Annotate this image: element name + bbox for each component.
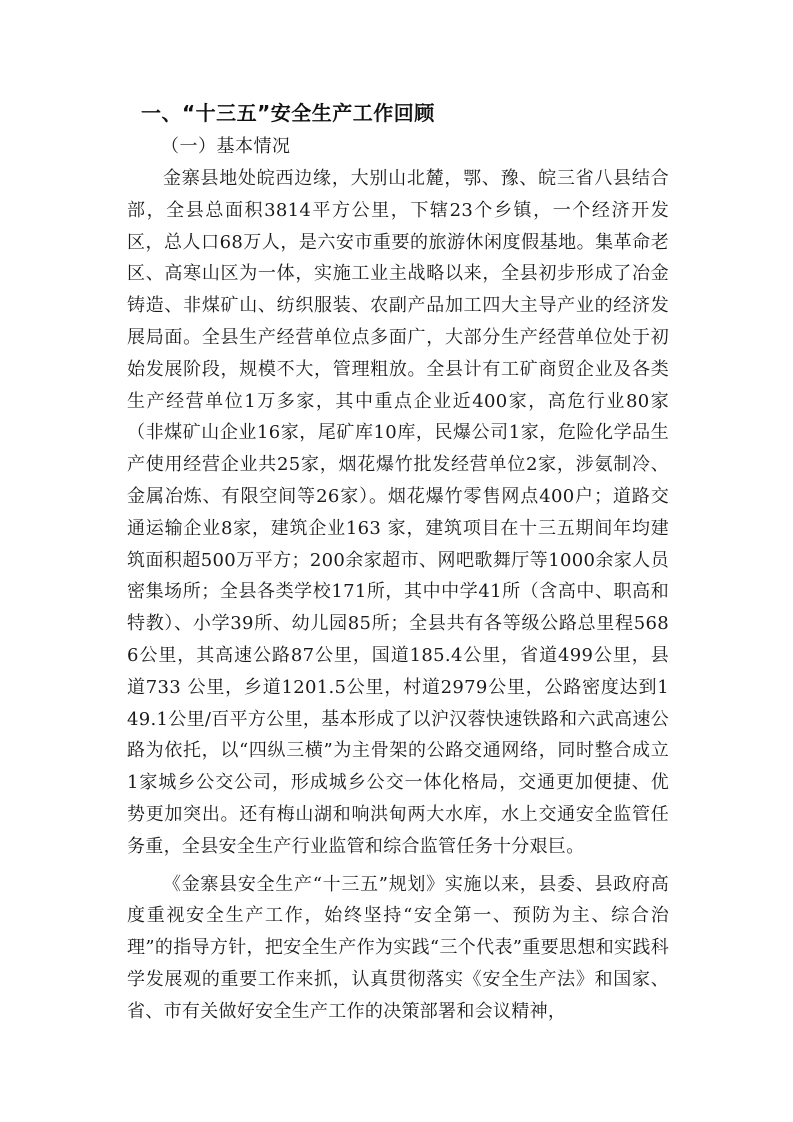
- subsection-heading: （一）基本情况: [161, 136, 291, 157]
- section-heading: 一、“十三五”安全生产工作回顾: [141, 101, 435, 125]
- paragraph-plan-implementation: 《金寨县安全生产“十三五”规划》实施以来，县委、县政府高度重视安全生产工作，始终坚持“安全第一、预防为主、综合治理”的指导方针，把安全生产作为实践“三个代表”重要思想和实践科学发展观的重要工作来抓，认真贯彻落实《安全生产法》和国家、省、市有关做好安全生产工作的决策部署和会议精神，: [127, 873, 669, 1022]
- paragraph-basic-situation: 金寨县地处皖西边缘，大别山北麓，鄂、豫、皖三省八县结合部，全县总面积3814平方公里，下辖23个乡镇，一个经济开发区，总人口68万人，是六安市重要的旅游休闲度假基地。集革命老区、高寒山区为一体，实施工业主战略以来，全县初步形成了冶金铸造、非煤矿山、纺织服装、农副产品加工四大主导产业的经济发展局面。全县生产经营单位点多面广，大部分生产经营单位处于初始发展阶段，规模不大，管理粗放。全县计有工矿商贸企业及各类生产经营单位1万多家，其中重点企业近400家，高危行业80家（非煤矿山企业16家，尾矿库10库，民爆公司1家，危险化学品生产使用经营企业共25家，烟花爆竹批发经营单位2家，涉氨制冷、金属冶炼、有限空间等26家）。烟花爆竹零售网点400户；道路交通运输企业8家，建筑企业163 家，建筑项目在十三五期间年均建筑面积超500万平方；200余家超市、网吧歌舞厅等1000余家人员密集场所；全县各类学校171所，其中中学41所（含高中、职高和特教）、小学39所、幼儿园85所；全县共有各等级公路总里程5686公里，其高速公路87公里，国道185.4公里，省道499公里，县道733 公里，乡道1201.5公里，村道2979公里，公路密度达到149.1公里/百平方公里，基本形成了以沪汉蓉快速铁路和六武高速公路为依托，以“四纵三横”为主骨架的公路交通网络，同时整合成立1家城乡公交公司，形成城乡公交一体化格局，交通更加便捷、优势更加突出。还有梅山湖和响洪甸两大水库，水上交通安全监管任务重，全县安全生产行业监管和综合监管任务十分艰巨。: [127, 168, 669, 857]
- document-body: [127, 95, 669, 1028]
